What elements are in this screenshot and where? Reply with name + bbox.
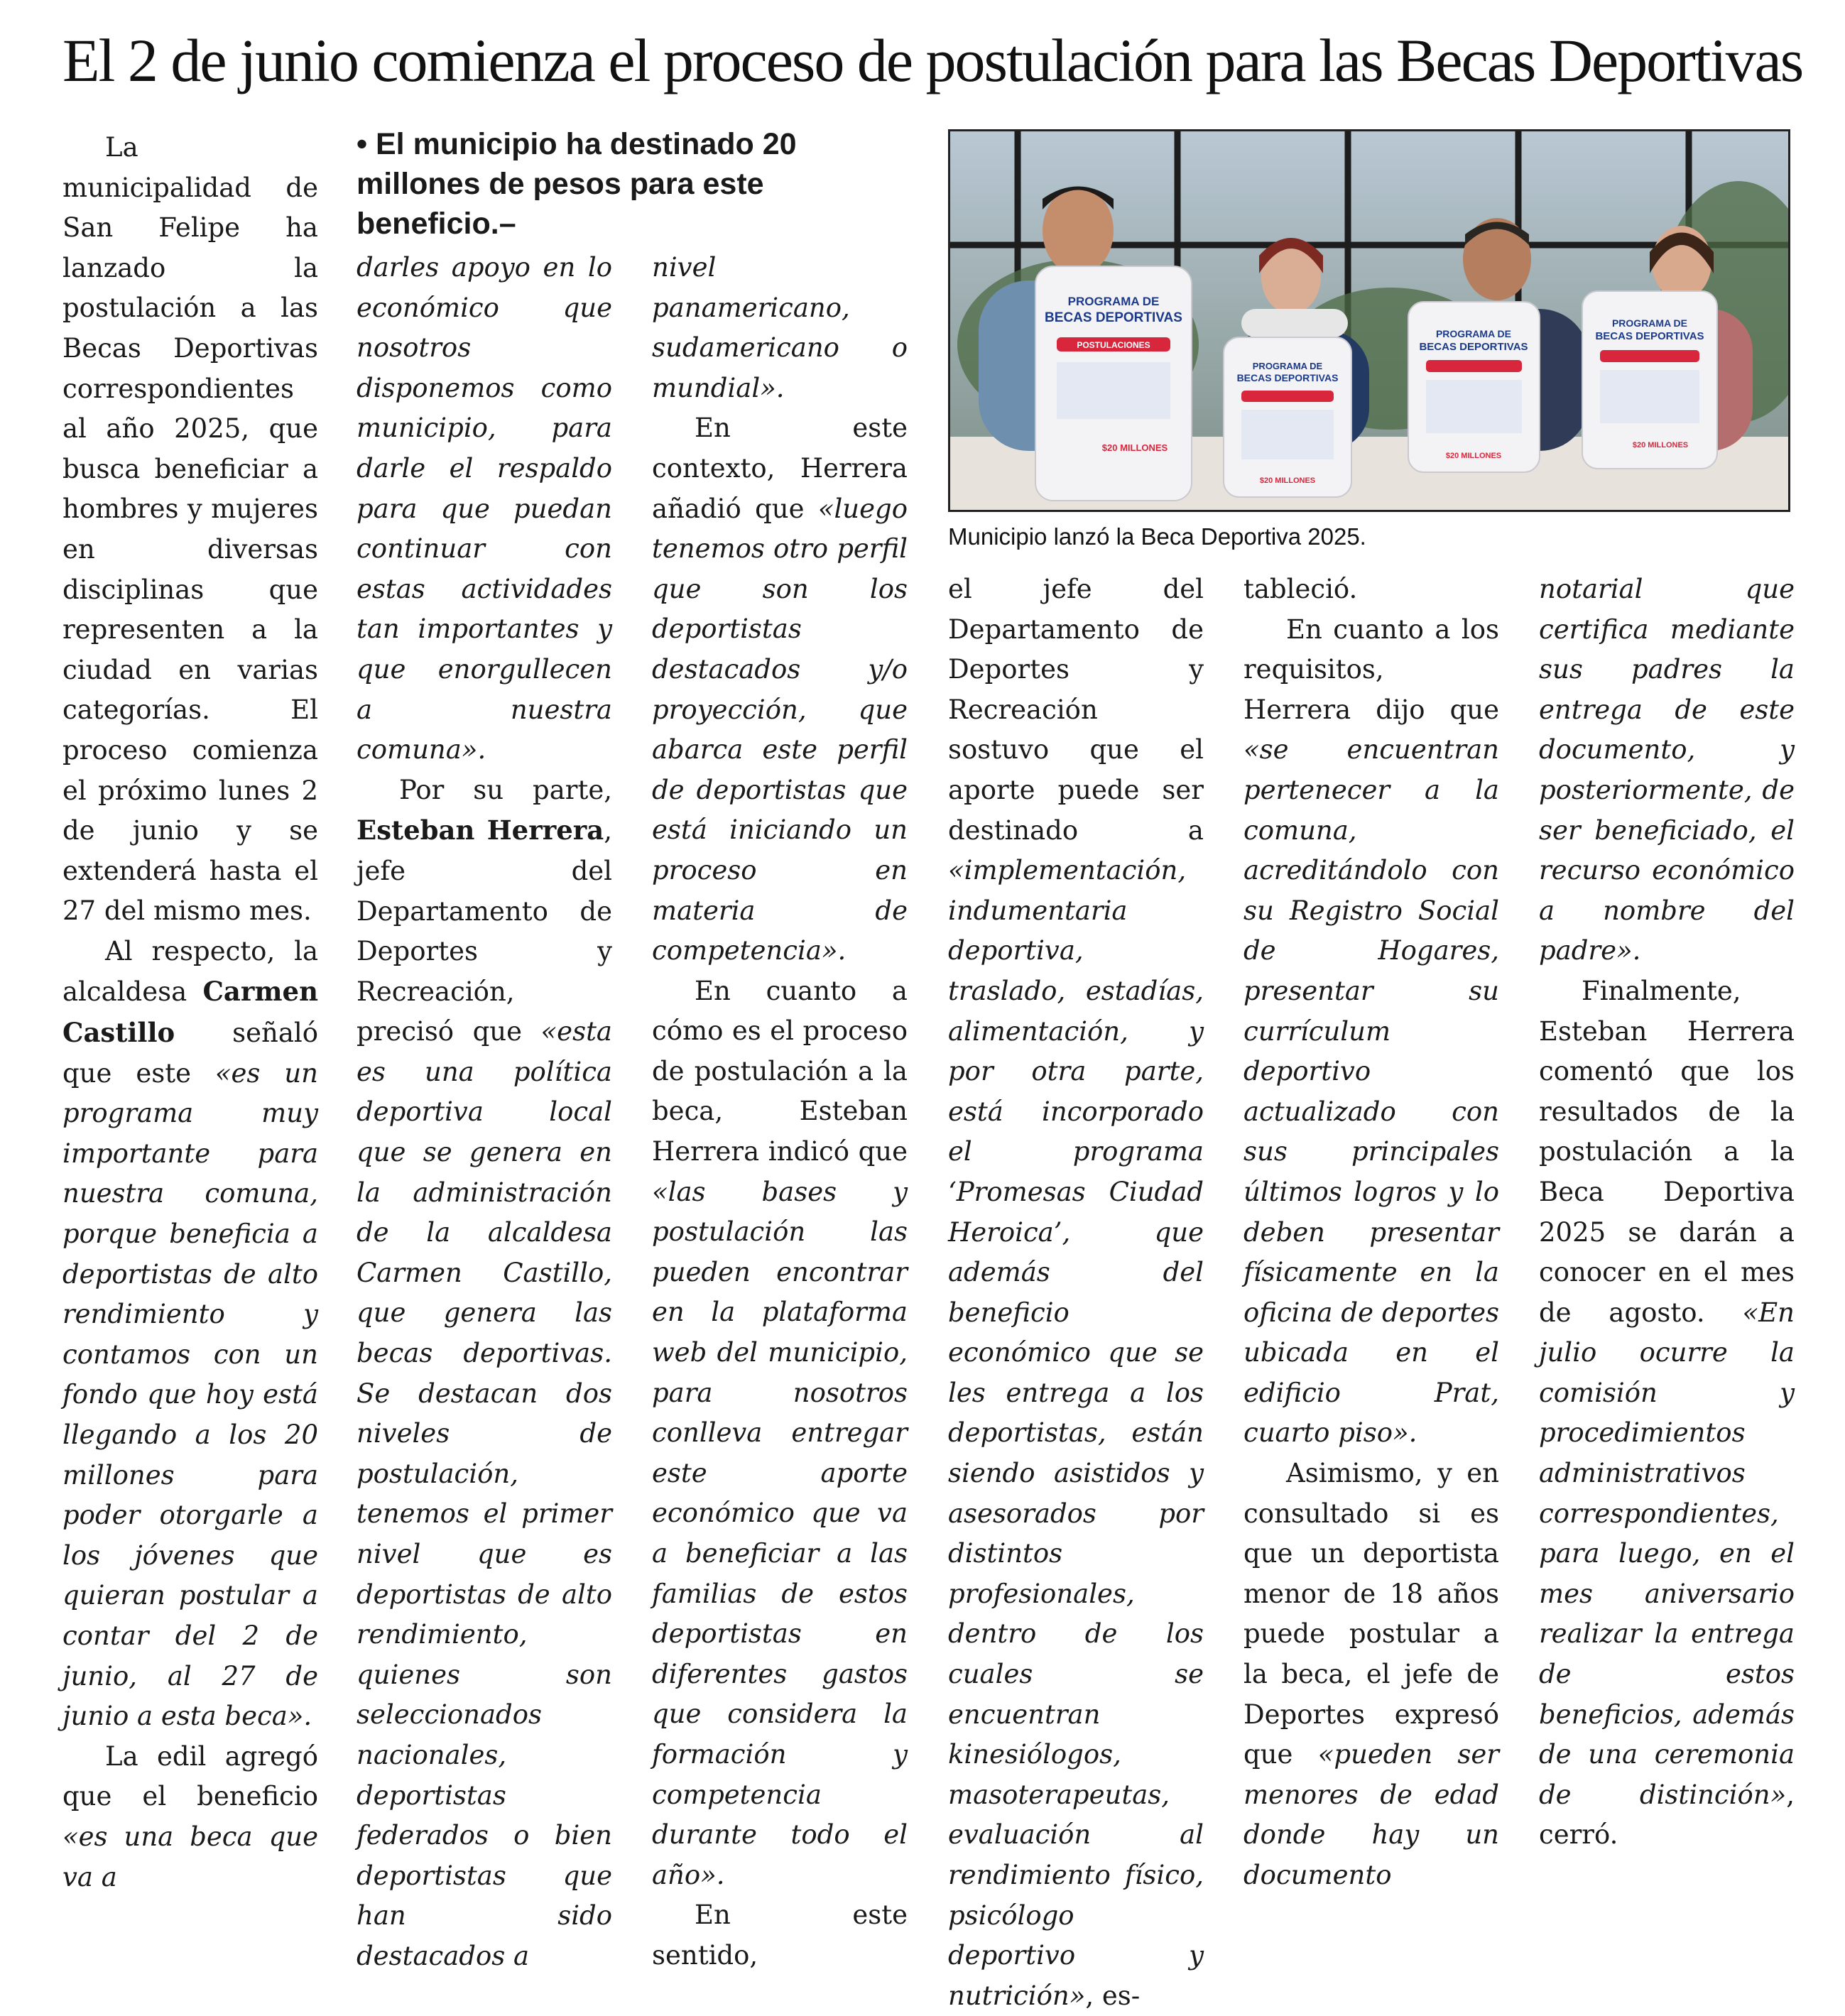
svg-text:PROGRAMA DE: PROGRAMA DE bbox=[1252, 361, 1323, 371]
paragraph: Asimismo, y en consultado si es que un deportista menor de 18 años puede postular a la beca, el jefe de Deportes expresó que «pueden ser menores de edad donde hay un documento bbox=[1243, 1458, 1499, 1890]
deck-subheadline: • El municipio ha destinado 20 millones de pesos para este beneficio.– bbox=[357, 127, 797, 241]
svg-text:POSTULACIONES: POSTULACIONES bbox=[1077, 340, 1150, 350]
svg-text:BECAS DEPORTIVAS: BECAS DEPORTIVAS bbox=[1419, 341, 1528, 353]
article-column-6 bbox=[1539, 570, 1795, 1856]
svg-text:PROGRAMA DE: PROGRAMA DE bbox=[1435, 328, 1512, 339]
paragraph: el jefe del Departamento de Deportes y Recreación sostuvo que el aporte puede ser destinado a «implementación, indumentaria deportiva, traslado, estadías, alimentación, y por otra parte, está incorporado el programa ‘Promesas Ciudad Heroica’, que además del beneficio económico que se les entrega a los deportistas, están siendo asistidos y asesorados por distintos profesionales, dentro de los cuales se encuentran kinesiólogos, masoterapeutas, evaluación al rendimiento físico, psicólogo deportivo y nutrición», es- bbox=[948, 574, 1204, 2011]
photo-illustration bbox=[950, 131, 1788, 510]
paragraph: En este sentido, bbox=[652, 1900, 908, 1971]
paragraph: La municipalidad de San Felipe ha lanzado la postulación a las Becas Deportivas correspondientes al año 2025, que busca beneficiar a hombres y mujeres en diversas disciplinas que representen a la ciudad en varias categorías. El proceso comienza el próximo lunes 2 de junio y se extenderá hasta el 27 del mismo mes. bbox=[62, 132, 318, 927]
svg-text:PROGRAMA DE: PROGRAMA DE bbox=[1611, 317, 1688, 329]
paragraph: Finalmente, Esteban Herrera comentó que los resultados de la postulación a la Beca Deportiva 2025 se darán a conocer en el mes de agosto. «En julio ocurre la comisión y procedimientos administrativos correspondientes, para luego, en el mes aniversario realizar la entrega de estos beneficios, además de una ceremonia de distinción», cerró. bbox=[1539, 975, 1795, 1851]
paragraph: nivel panamericano, sudamericano o mundial». bbox=[652, 252, 908, 403]
svg-text:BECAS DEPORTIVAS: BECAS DEPORTIVAS bbox=[1236, 372, 1339, 383]
svg-text:$20 MILLONES: $20 MILLONES bbox=[1632, 441, 1689, 449]
paragraph: tableció. bbox=[1243, 574, 1358, 604]
article-column-2 bbox=[357, 248, 612, 1977]
svg-text:BECAS DEPORTIVAS: BECAS DEPORTIVAS bbox=[1045, 310, 1182, 325]
paragraph: En cuanto a cómo es el proceso de postulación a la beca, Esteban Herrera indicó que «las bases y postulación las pueden encontrar en la plataforma web del municipio, para nosotros conlleva entregar este aporte económico que va a beneficiar a las familias de estos deportistas en diferentes gastos que considera la formación y competencia durante todo el año». bbox=[652, 975, 908, 1890]
article-column-5 bbox=[1243, 570, 1499, 1896]
photo-caption: Municipio lanzó la Beca Deportiva 2025. bbox=[948, 523, 1366, 550]
paragraph: Al respecto, la alcaldesa Carmen Castillo señaló que este «es un programa muy importante para nuestra comuna, porque beneficia a deportistas de alto rendimiento y contamos con un fondo que hoy está llegando a los 20 millones para poder otorgarle a los jóvenes que quieran postular a contar del 2 de junio, al 27 de junio a esta beca». bbox=[62, 935, 318, 1732]
svg-text:PROGRAMA DE: PROGRAMA DE bbox=[1067, 295, 1160, 308]
name-esteban-herrera: Esteban Herrera bbox=[357, 814, 604, 846]
poster-1 bbox=[1035, 266, 1192, 501]
article-photo bbox=[948, 129, 1790, 512]
svg-text:BECAS DEPORTIVAS: BECAS DEPORTIVAS bbox=[1595, 330, 1704, 342]
poster-4 bbox=[1582, 291, 1717, 469]
svg-text:$20 MILLONES: $20 MILLONES bbox=[1101, 442, 1168, 453]
paragraph: La edil agregó que el beneficio «es una beca que va a bbox=[62, 1740, 318, 1892]
paragraph: Por su parte, Esteban Herrera, jefe del Departamento de Deportes y Recreación, precisó que «esta es una política deportiva local que se genera en la administración de la alcaldesa Carmen Castillo, que genera las becas deportivas. Se destacan dos niveles de postulación, tenemos el primer nivel que es deportistas de alto rendimiento, quienes son seleccionados nacionales, deportistas federados o bien deportistas que han sido destacados a bbox=[357, 774, 612, 1971]
poster-3 bbox=[1408, 302, 1540, 472]
article-column-1 bbox=[62, 128, 318, 1897]
svg-text:$20 MILLONES: $20 MILLONES bbox=[1445, 452, 1502, 460]
article-column-4 bbox=[948, 570, 1204, 2016]
svg-text:$20 MILLONES: $20 MILLONES bbox=[1259, 476, 1316, 485]
paragraph: En cuanto a los requisitos, Herrera dijo que «se encuentran pertenecer a la comuna, acreditándolo con su Registro Social de Hogares, presentar su currículum deportivo actualizado con sus principales últimos logros y lo deben presentar físicamente en la oficina de deportes ubicada en el edificio Prat, cuarto piso». bbox=[1243, 614, 1499, 1449]
name-carmen-castillo: Carmen Castillo bbox=[62, 976, 318, 1049]
headline: El 2 de junio comienza el proceso de postulación para las Becas Deportivas bbox=[62, 26, 1803, 94]
paragraph: darles apoyo en lo económico que nosotros disponemos como municipio, para darle el respaldo para que puedan continuar con estas actividades tan importantes y que enorgullecen a nuestra comuna». bbox=[357, 252, 612, 765]
poster-2 bbox=[1224, 337, 1351, 497]
article-column-3 bbox=[652, 248, 908, 1976]
paragraph: notarial que certifica mediante sus padres la entrega de este documento, y posteriormente, de ser beneficiado, el recurso económico a nombre del padre». bbox=[1539, 574, 1795, 966]
paragraph: En este contexto, Herrera añadió que «luego tenemos otro perfil que son los deportistas destacados y/o proyección, que abarca este perfil de deportistas que está iniciando un proceso en materia de competencia». bbox=[652, 413, 908, 966]
